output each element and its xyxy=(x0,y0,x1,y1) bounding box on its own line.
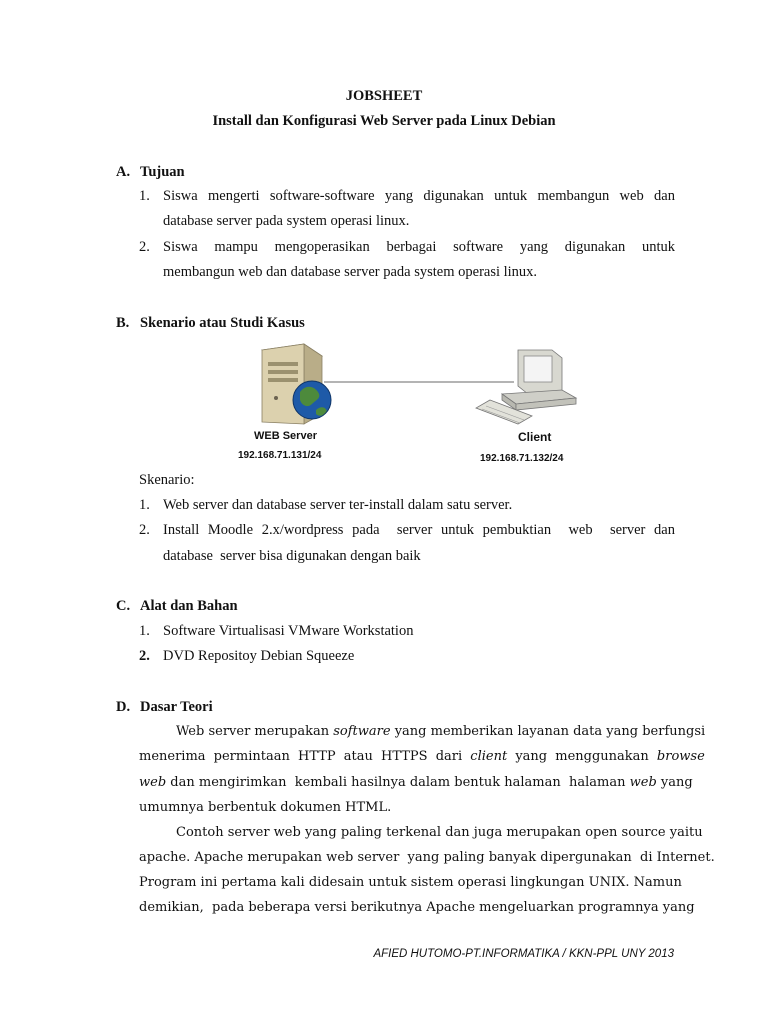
list-item-text: Siswa mengerti software-software yang digunakan untuk membangun web dan xyxy=(163,188,675,204)
section-c-heading xyxy=(116,598,238,615)
list-item-text: membangun web dan database server pada system operasi linux. xyxy=(163,264,538,280)
section-d-title: Dasar Teori xyxy=(140,699,213,715)
globe-icon xyxy=(293,381,331,419)
list-item-number: 1. xyxy=(139,188,150,204)
network-diagram xyxy=(232,340,592,470)
section-c-letter: C. xyxy=(116,598,131,614)
server-label: WEB Server xyxy=(254,430,317,442)
theory-paragraph-line: Contoh server web yang paling terkenal dan juga merupakan open source yaitu xyxy=(176,825,703,840)
theory-paragraph-line: menerima permintaan HTTP atau HTTPS dari client yang menggunakan browse xyxy=(139,749,705,764)
scenario-intro: Skenario: xyxy=(139,472,195,488)
theory-paragraph-line: umumnya berbentuk dokumen HTML. xyxy=(139,800,392,815)
network-diagram-svg xyxy=(232,340,592,470)
section-d-letter: D. xyxy=(116,699,131,715)
section-b-title: Skenario atau Studi Kasus xyxy=(140,315,305,331)
theory-paragraph-line: Program ini pertama kali didesain untuk sistem operasi lingkungan UNIX. Namun xyxy=(139,875,682,890)
document-title: JOBSHEET xyxy=(345,88,423,104)
document-subtitle: Install dan Konfigurasi Web Server pada Linux Debian xyxy=(212,113,556,129)
list-item-text: Siswa mampu mengoperasikan berbagai software yang digunakan untuk xyxy=(163,239,675,255)
list-item-number: 2. xyxy=(139,522,150,538)
list-item-number: 1. xyxy=(139,623,150,639)
list-item-number: 1. xyxy=(139,497,150,513)
section-b-heading xyxy=(116,315,305,332)
list-item-text: Software Virtualisasi VMware Workstation xyxy=(163,623,414,639)
section-b-letter: B. xyxy=(116,315,130,331)
theory-paragraph-line: demikian, pada beberapa versi berikutnya Apache mengeluarkan programnya yang xyxy=(139,900,695,915)
list-item-text: database server pada system operasi linux. xyxy=(163,213,410,229)
server-ip: 192.168.71.131/24 xyxy=(238,450,322,461)
client-computer-icon xyxy=(476,350,576,424)
list-item-text: Install Moodle 2.x/wordpress pada server untuk pembuktian web server dan xyxy=(163,522,675,538)
list-item-text: DVD Repositoy Debian Squeeze xyxy=(163,648,355,664)
page-footer: AFIED HUTOMO-PT.INFORMATIKA / KKN-PPL UNY 2013 xyxy=(373,948,674,960)
list-item-number: 2. xyxy=(139,648,150,664)
list-item-number: 2. xyxy=(139,239,150,255)
section-a-letter: A. xyxy=(116,164,131,180)
theory-paragraph-line: Web server merupakan software yang memberikan layanan data yang berfungsi xyxy=(176,724,706,739)
list-item-text: Web server dan database server ter-install dalam satu server. xyxy=(163,497,513,513)
theory-paragraph-line: web dan mengirimkan kembali hasilnya dalam bentuk halaman halaman web yang xyxy=(139,775,693,790)
section-a-heading xyxy=(116,164,185,181)
section-c-title: Alat dan Bahan xyxy=(140,598,238,614)
section-d-heading xyxy=(116,699,213,716)
list-item-text: database server bisa digunakan dengan baik xyxy=(163,548,421,564)
client-label: Client xyxy=(518,430,552,444)
section-a-title: Tujuan xyxy=(140,164,185,180)
client-ip: 192.168.71.132/24 xyxy=(480,453,564,464)
theory-paragraph-line: apache. Apache merupakan web server yang paling banyak dipergunakan di Internet. xyxy=(139,850,715,865)
